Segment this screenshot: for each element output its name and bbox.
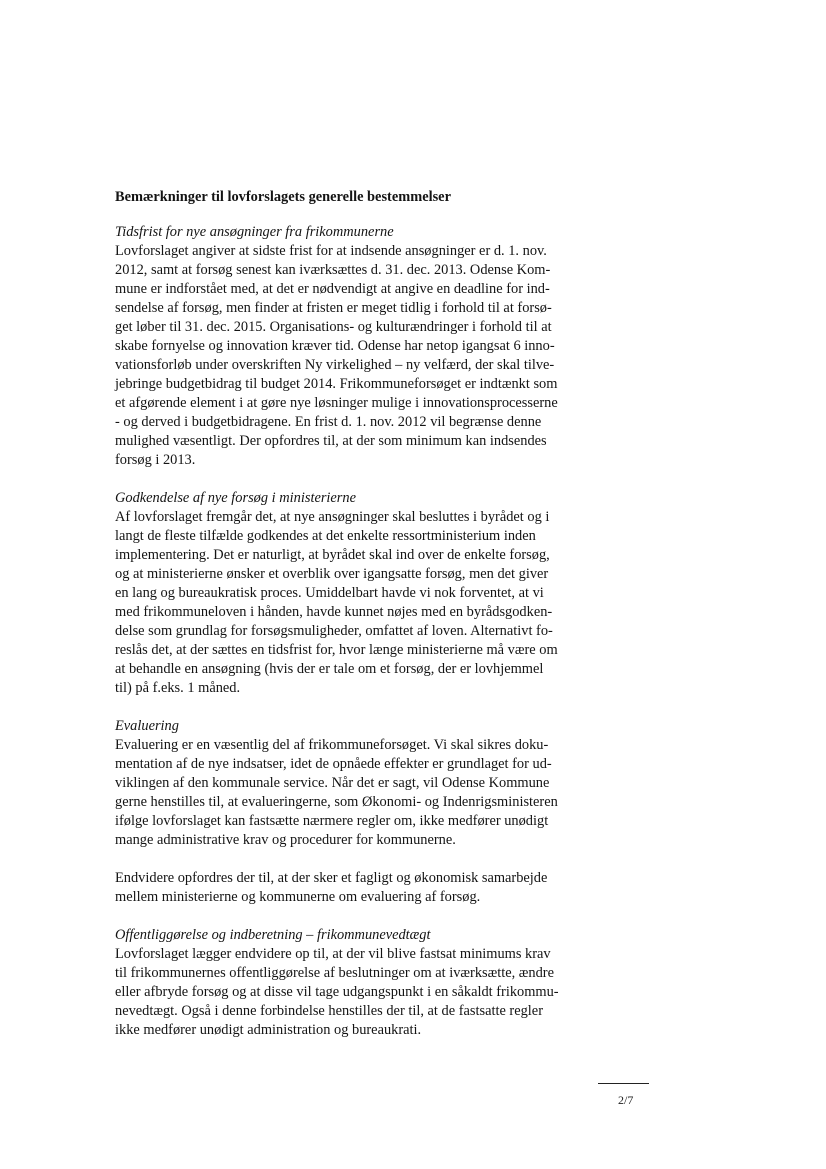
text-line: gerne henstilles til, at evalueringerne, som Økonomi- og Indenrigsministeren bbox=[115, 794, 558, 810]
text-line: nevedtægt. Også i denne forbindelse henstilles der til, at de fastsatte regler bbox=[115, 1003, 543, 1019]
text-line: mentation af de nye indsatser, idet de opnåede effekter er grundlaget for ud- bbox=[115, 756, 552, 772]
document-title: Bemærkninger til lovforslagets generelle bestemmelser bbox=[115, 189, 451, 205]
text-line: Lovforslaget lægger endvidere op til, at der vil blive fastsat minimums krav bbox=[115, 946, 551, 962]
section bbox=[115, 926, 615, 1040]
paragraph bbox=[115, 945, 615, 1040]
text-line: til frikommunernes offentliggørelse af beslutninger om at iværksætte, ændre bbox=[115, 965, 554, 981]
paragraph bbox=[115, 508, 615, 698]
text-line: sendelse af forsøg, men finder at fristen er meget tidlig i forhold til at forsø- bbox=[115, 300, 552, 316]
paragraph bbox=[115, 242, 615, 470]
text-line: jebringe budgetbidrag til budget 2014. Frikommuneforsøget er indtænkt som bbox=[115, 376, 558, 392]
text-line: 2012, samt at forsøg senest kan iværksættes d. 31. dec. 2013. Odense Kom- bbox=[115, 262, 551, 278]
text-line: at behandle en ansøgning (hvis der er tale om et forsøg, der er lovhjemmel bbox=[115, 661, 544, 677]
text-line: eller afbryde forsøg og at disse vil tage udgangspunkt i en såkaldt frikommu- bbox=[115, 984, 559, 1000]
section-heading: Offentliggørelse og indberetning – frikommunevedtægt bbox=[115, 927, 431, 943]
text-line: delse som grundlag for forsøgsmuligheder, omfattet af loven. Alternativt fo- bbox=[115, 623, 553, 639]
text-line: Evaluering er en væsentlig del af frikommuneforsøget. Vi skal sikres doku- bbox=[115, 737, 549, 753]
text-line: med frikommuneloven i hånden, havde kunnet nøjes med en byrådsgodken- bbox=[115, 604, 553, 620]
text-line: ifølge lovforslaget kan fastsætte nærmere regler om, ikke medfører unødigt bbox=[115, 813, 549, 829]
page-number: 2/7 bbox=[618, 1093, 634, 1107]
text-line: Endvidere opfordres der til, at der sker et fagligt og økonomisk samarbejde bbox=[115, 870, 548, 886]
text-line: reslås det, at der sættes en tidsfrist for, hvor længe ministerierne må være om bbox=[115, 642, 558, 658]
section bbox=[115, 223, 615, 470]
text-line: og at ministerierne ønsker et overblik over igangsatte forsøg, men det giver bbox=[115, 566, 549, 582]
section-heading: Evaluering bbox=[115, 718, 179, 734]
paragraph bbox=[115, 736, 615, 850]
text-line: get løber til 31. dec. 2015. Organisations- og kulturændringer i forhold til at bbox=[115, 319, 552, 335]
footer-rule bbox=[598, 1083, 649, 1084]
section-heading: Tidsfrist for nye ansøgninger fra frikommunerne bbox=[115, 224, 394, 240]
text-line: skabe fornyelse og innovation kræver tid. Odense har netop igangsat 6 inno- bbox=[115, 338, 555, 354]
text-line: en lang og bureaukratisk proces. Umiddelbart havde vi nok forventet, at vi bbox=[115, 585, 544, 601]
text-line: Af lovforslaget fremgår det, at nye ansøgninger skal besluttes i byrådet og i bbox=[115, 509, 550, 525]
text-line: langt de fleste tilfælde godkendes at det enkelte ressortministerium inden bbox=[115, 528, 536, 544]
text-line: mune er indforstået med, at det er nødvendigt at angive en deadline for ind- bbox=[115, 281, 550, 297]
text-line: et afgørende element i at gøre nye løsninger mulige i innovationsprocesserne bbox=[115, 395, 558, 411]
section-heading: Godkendelse af nye forsøg i ministerierne bbox=[115, 490, 356, 506]
text-line: mulighed væsentligt. Der opfordres til, at der som minimum kan indsendes bbox=[115, 433, 547, 449]
text-line: ikke medfører unødigt administration og bureaukrati. bbox=[115, 1022, 422, 1038]
text-line: Lovforslaget angiver at sidste frist for at indsende ansøgninger er d. 1. nov. bbox=[115, 243, 547, 259]
text-line: implementering. Det er naturligt, at byrådet skal ind over de enkelte forsøg, bbox=[115, 547, 550, 563]
section bbox=[115, 489, 615, 698]
text-line: forsøg i 2013. bbox=[115, 452, 196, 468]
text-line: mange administrative krav og procedurer for kommunerne. bbox=[115, 832, 456, 848]
text-line: vationsforløb under overskriften Ny virkelighed – ny velfærd, der skal tilve- bbox=[115, 357, 555, 373]
text-line: til) på f.eks. 1 måned. bbox=[115, 680, 241, 696]
text-line: mellem ministerierne og kommunerne om evaluering af forsøg. bbox=[115, 889, 481, 905]
section bbox=[115, 717, 615, 907]
paragraph bbox=[115, 869, 615, 907]
text-line: - og derved i budgetbidragene. En frist d. 1. nov. 2012 vil begrænse denne bbox=[115, 414, 542, 430]
text-line: viklingen af den kommunale service. Når det er sagt, vil Odense Kommune bbox=[115, 775, 550, 791]
document-body bbox=[115, 188, 615, 1059]
